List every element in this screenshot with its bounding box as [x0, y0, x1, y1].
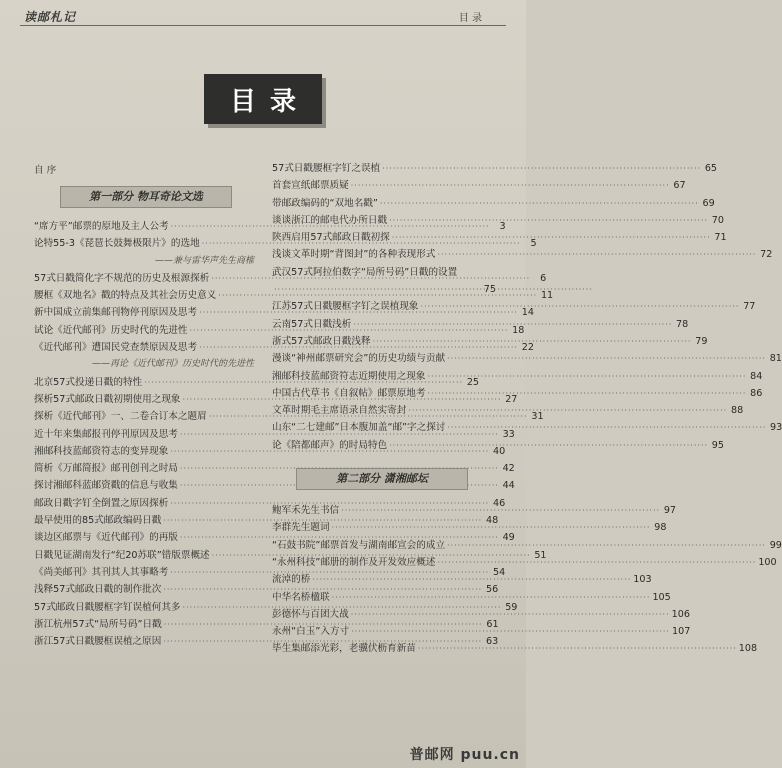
toc-entry-page: 49 [502, 532, 515, 544]
toc-entry-title: 邮政日戳字钉全倒置之原因探析 [34, 497, 169, 509]
dot-leader [389, 437, 708, 454]
toc-entry[interactable] [272, 350, 782, 367]
dot-leader [353, 316, 672, 333]
toc-entry-title: 新中国成立前集邮刊物停刊原因及思考 [34, 307, 198, 319]
toc-entry-page: 99 [769, 539, 782, 551]
toc-entry-title: 浅释57式邮政日戳的制作批次 [34, 584, 162, 596]
toc-entry-title: 鲍军禾先生书信 [272, 505, 340, 517]
toc-entry-page: 54 [492, 566, 506, 578]
toc-entry-page: 78 [676, 318, 689, 330]
toc-entry-title: 谈边区邮票与《近代邮刊》的再版 [34, 532, 178, 544]
toc-entry-page: 6 [540, 272, 547, 284]
toc-entry-title: 探讨湘邮科蓝邮资戳的信息与收集 [34, 480, 178, 492]
toc-entry-page: 93 [770, 422, 782, 434]
toc-entry-title: “席方平”邮票的原地及主人公考 [34, 221, 169, 232]
toc-entry-title: 57式日戳简化字不规范的历史及根源探析 [34, 272, 210, 284]
toc-entry-title: 湘邮科技蓝邮资符志近期使用之现象 [272, 370, 426, 382]
toc-entry-title: 江苏57式日戳腰框字钉之误植现象 [272, 301, 419, 313]
toc-entry-title: 腰框《双地名》戳的特点及其社会历史意义 [34, 290, 217, 302]
dot-leader [437, 554, 756, 571]
toc-entry[interactable] [272, 212, 724, 229]
dot-leader [392, 229, 711, 246]
toc-entry-title: 中华名桥楹联 [272, 591, 330, 603]
toc-entry-page: 3 [499, 221, 506, 232]
toc-entry-title: 日戳见证湖南发行“纪20苏联”错版票概述 [34, 549, 210, 561]
dot-leader [428, 385, 747, 402]
toc-entry-page: 59 [505, 601, 518, 613]
toc-entry-title: 陕西启用57式邮政日戳初探 [272, 232, 390, 244]
toc-title: 目录 [229, 86, 310, 117]
toc-entry-page: 84 [750, 370, 763, 382]
section-label-part-two: 第二部分 潇湘邮坛 [296, 468, 468, 490]
toc-entry-page: 95 [711, 439, 724, 451]
dot-leader [351, 177, 670, 194]
toc-entry-page: 70 [711, 214, 724, 226]
toc-entry[interactable] [272, 177, 686, 194]
toc-entry-page: 77 [743, 301, 756, 313]
preface-entry[interactable]: 自 序 [34, 165, 57, 176]
toc-entry-page: 69 [702, 197, 715, 209]
toc-entry-page: 72 [760, 249, 773, 261]
toc-entry-title: 山东“二七建邮”日本腹加盖“邮”字之探讨 [272, 422, 446, 434]
header-divider [20, 25, 506, 26]
toc-entry-page: 51 [534, 549, 547, 561]
toc-entry-title: “石鼓书院”邮票首发与湖南邮宣会的成立 [272, 539, 446, 551]
toc-title-box [204, 74, 322, 124]
toc-entry-page: 63 [486, 636, 499, 648]
toc-entry[interactable] [272, 640, 758, 657]
toc-entry-page: 88 [730, 405, 744, 417]
toc-entry-title: 永州“白玉”入方寸 [272, 626, 350, 638]
toc-entry-page: 56 [486, 584, 499, 596]
toc-entry-title: 探析《近代邮刊》一、二卷合订本之题眉 [34, 411, 207, 423]
dot-leader [447, 419, 766, 436]
toc-entry-title: 湘邮科技蓝邮资符志的变异现象 [34, 445, 169, 457]
toc-entry-page: 65 [704, 163, 718, 174]
section-label-part-one: 第一部分 物耳奇论文选 [60, 186, 232, 208]
running-header-right: 目 录 [458, 13, 482, 24]
dot-leader [373, 333, 692, 350]
toc-entry-page: 71 [714, 232, 727, 244]
toc-entry[interactable] [34, 460, 515, 477]
toc-entry-title: 谈谈浙江的邮电代办所日戳 [272, 214, 388, 226]
toc-entry-page: 46 [492, 497, 506, 509]
toc-entry-title: 带邮政编码的“双地名戳” [272, 197, 378, 209]
toc-entry-page: 44 [502, 480, 515, 492]
toc-entry-page: 40 [492, 445, 506, 457]
toc-entry-page: 103 [633, 574, 652, 586]
toc-entry-title: 浙江杭州57式“局所号码”日戳 [34, 618, 162, 630]
dot-leader [428, 368, 747, 385]
toc-entry-page: 81 [769, 353, 782, 365]
toc-entry-page: 5 [530, 238, 537, 250]
toc-entry-page: 61 [486, 618, 499, 630]
toc-entry-title: 简析《万邮简报》邮刊创刊之时局 [34, 463, 178, 475]
dot-leader [332, 519, 651, 536]
toc-entry-page: 106 [671, 608, 690, 620]
toc-entry-page: 108 [738, 643, 758, 655]
dot-leader [341, 502, 660, 519]
toc-entry-page: 22 [521, 342, 534, 354]
toc-entry-page: 31 [531, 411, 544, 423]
toc-entry-title: 57式邮政日戳腰框字钉误植何其多 [34, 601, 181, 613]
dot-leader [332, 589, 651, 606]
toc-entry-subtitle: ——兼与雷华声先生商榷 [154, 255, 254, 266]
toc-entry-title: “永州科技”邮册的制作及开发效应概述 [272, 556, 436, 568]
toc-entry[interactable] [272, 264, 496, 299]
toc-entry-page: 86 [750, 387, 763, 399]
toc-entry-title: 最早使用的85式邮政编码日戳 [34, 515, 162, 527]
toc-entry-page: 100 [758, 556, 777, 568]
dot-leader [437, 246, 756, 263]
toc-entry-page: 33 [502, 428, 515, 440]
toc-entry[interactable] [272, 368, 763, 385]
toc-entry-title: 中国古代草书《自叙帖》邮票原地考 [272, 387, 426, 399]
toc-entry-page: 42 [502, 463, 515, 475]
toc-entry-title: 试论《近代邮刊》历史时代的先进性 [34, 324, 188, 336]
toc-entry-title: 论特55-3《琵琶长鼓舞极限片》的选地 [34, 238, 200, 250]
toc-entry-title: 浙式57式邮政日戳浅释 [272, 335, 371, 347]
toc-entry-page: 48 [486, 515, 499, 527]
toc-entry-page: 79 [695, 335, 708, 347]
toc-entry-title: 云南57式日戳浅析 [272, 318, 352, 330]
toc-entry-title: 浅谈文革时期“背图封”的各种表现形式 [272, 249, 436, 261]
toc-entry-title: 探析57式邮政日戳初期使用之现象 [34, 393, 181, 405]
toc-entry-page: 107 [671, 626, 691, 638]
toc-entry-page: 11 [540, 290, 554, 302]
toc-entry-title: 57式日戳腰框字钉之误植 [272, 163, 381, 174]
toc-entry-subtitle: ——再论《近代邮刊》历史时代的先进性 [91, 359, 254, 370]
dot-leader [312, 571, 631, 588]
toc-entry-title: 近十年来集邮报刊停刊原因及思考 [34, 428, 178, 440]
toc-entry[interactable] [272, 519, 667, 536]
toc-entry[interactable] [272, 229, 727, 246]
dot-leader [382, 160, 701, 177]
dot-leader [447, 537, 766, 554]
toc-entry-title: 北京57式投递日戳的特性 [34, 376, 143, 388]
toc-entry-title: 首套宣纸邮票质疑 [272, 180, 349, 192]
dot-leader [418, 640, 737, 657]
toc-entry[interactable] [272, 160, 718, 177]
toc-entry-title: 毕生集邮添光彩，老骥伏枥育新苗 [272, 643, 416, 655]
toc-entry-title: 彭德怀与百团大战 [272, 608, 349, 620]
dot-leader [408, 402, 727, 419]
dot-leader [380, 195, 699, 212]
toc-entry-page: 97 [663, 505, 677, 517]
running-header-left: 读邮札记 [24, 10, 77, 24]
toc-entry-title: 《尚美邮刊》其刊其人其事略考 [34, 566, 169, 578]
toc-entry-page: 67 [673, 180, 686, 192]
toc-entry-page: 25 [466, 376, 480, 388]
toc-entry-page: 105 [652, 591, 671, 603]
toc-entry-title: 论《陪都邮声》的时局特色 [272, 439, 388, 451]
toc-entry-title: 漫谈“神州邮票研究会”的历史功绩与贡献 [272, 353, 446, 365]
dot-leader [274, 281, 424, 298]
toc-entry-page: 27 [505, 393, 518, 405]
toc-entry-page: 14 [521, 307, 534, 319]
dot-leader [351, 623, 670, 640]
toc-entry-page: 98 [654, 522, 667, 534]
dot-leader [389, 212, 708, 229]
toc-entry-title: 文革时期毛主席语录自然实寄封 [272, 405, 407, 417]
toc-entry-title: 浙江57式日戳腰框误植之原因 [34, 636, 162, 648]
toc-entry-page: 75 [483, 284, 496, 296]
toc-entry[interactable] [272, 195, 715, 212]
toc-entry-title: 《近代邮刊》遭国民党查禁原因及思考 [34, 342, 198, 354]
dot-leader [447, 350, 766, 367]
toc-entry-title: 李群先生题词 [272, 522, 330, 534]
toc-entry-page: 18 [512, 324, 525, 336]
toc-entry-title: 武汉57式阿拉伯数字“局所号码”日戳的设置 [272, 266, 458, 278]
watermark: 普邮网 puu.cn [409, 747, 520, 763]
dot-leader [351, 606, 670, 623]
toc-entry-title: 流淖的桥 [272, 574, 311, 586]
dot-leader [421, 298, 740, 315]
toc-entry[interactable] [272, 246, 773, 263]
